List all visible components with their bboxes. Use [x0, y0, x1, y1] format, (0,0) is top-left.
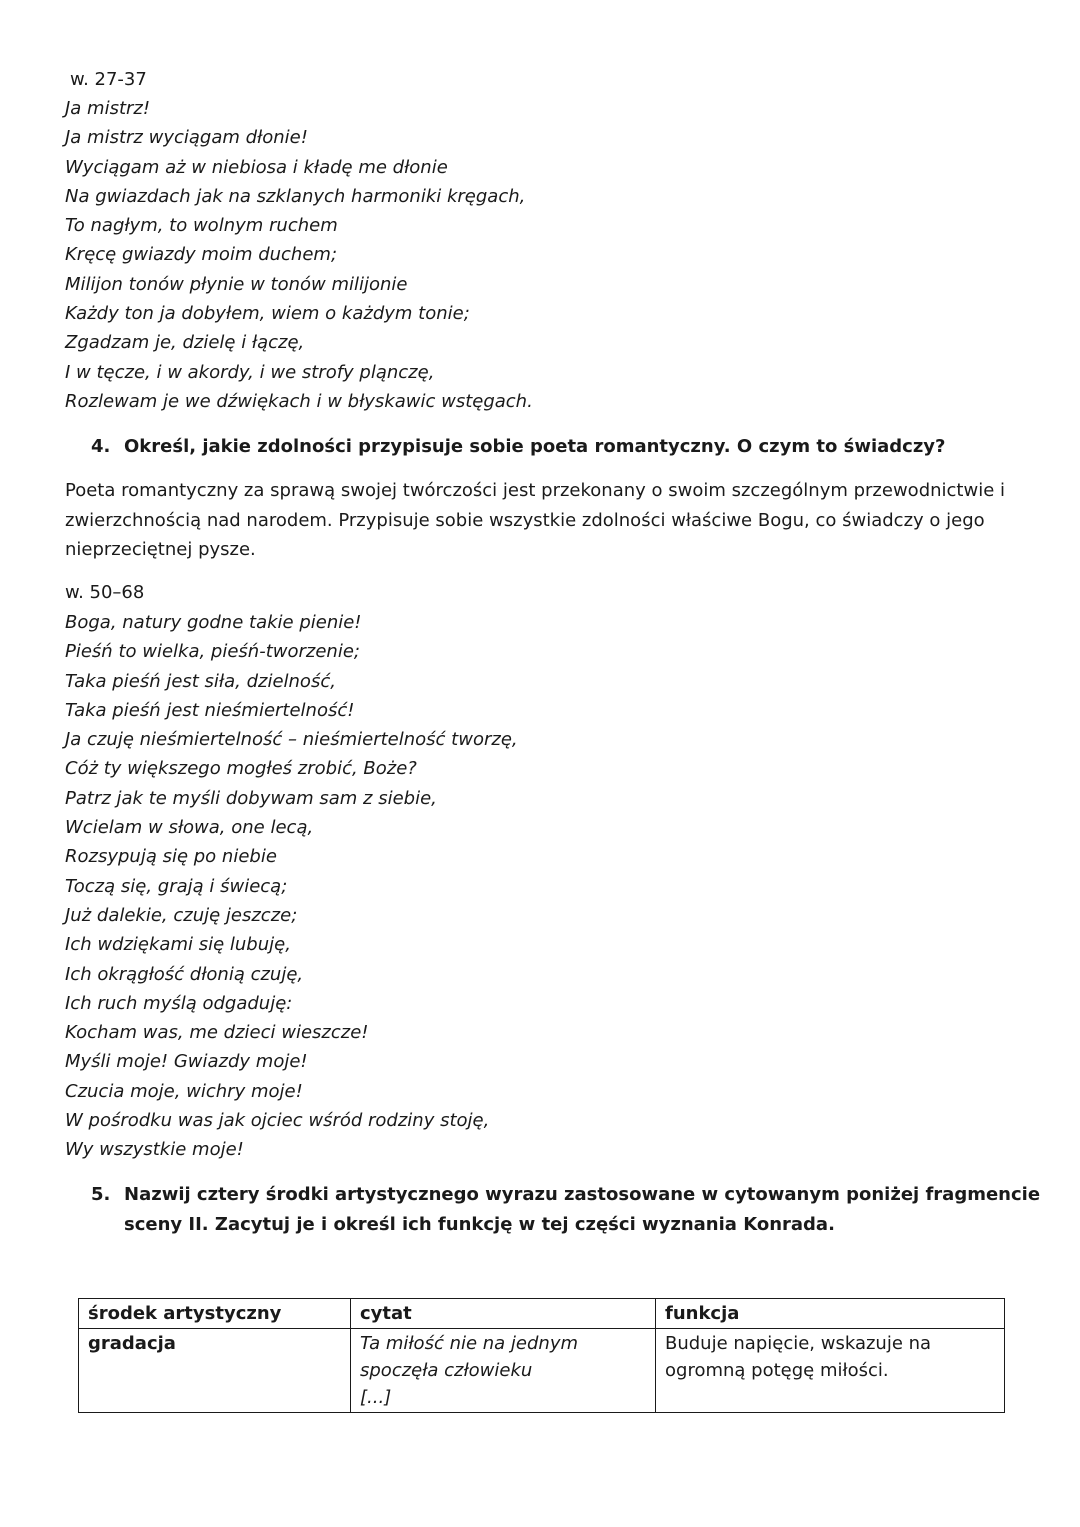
header-device: środek artystyczny — [79, 1299, 351, 1329]
answer-paragraph — [65, 476, 1005, 565]
cell-quote — [351, 1329, 656, 1413]
verse-line: Taka pieśń jest nieśmiertelność! — [65, 699, 355, 721]
verse-line: Boga, natury godne takie pienie! — [65, 612, 362, 633]
verse-line: Kręcę gwiazdy moim duchem; — [65, 244, 338, 266]
verse-reference: w. 50–68 — [65, 582, 145, 603]
verse-line: Rozlewam je we dźwiękach i w błyskawic wstęgach. — [65, 390, 533, 412]
verse-line: Ich ruch myślą odgaduję: — [65, 992, 293, 1014]
verse-line: Cóż ty większego mogłeś zrobić, Boże? — [65, 758, 417, 780]
verse-line: W pośrodku was jak ojciec wśród rodziny stoję, — [65, 1110, 490, 1132]
answer-line: zwierzchnością nad narodem. Przypisuje sobie wszystkie zdolności właściwe Bogu, co świadczy o jego — [65, 509, 985, 531]
verse-line: Czucia moje, wichry moje! — [65, 1080, 303, 1102]
function-line: ogromną potęgę miłości. — [665, 1360, 889, 1381]
question-number: 4. — [91, 436, 111, 457]
question-text-line-1: Nazwij cztery środki artystycznego wyrazu zastosowane w cytowanym poniżej fragmencie — [124, 1184, 1041, 1205]
verse-line: I w tęcze, i w akordy, i we strofy pląnczę, — [65, 361, 435, 383]
verse-line: Kocham was, me dzieci wieszcze! — [65, 1022, 369, 1044]
question-number: 5. — [91, 1184, 111, 1205]
verse-line: Pieśń to wielka, pieśń-tworzenie; — [65, 641, 360, 663]
verse-line: To nagłym, to wolnym ruchem — [65, 215, 338, 237]
cell-device: gradacja — [79, 1329, 351, 1413]
verse-line: Ich okrągłość dłonią czuję, — [65, 963, 304, 985]
quote-line: [...] — [360, 1387, 392, 1408]
verse-line: Wy wszystkie moje! — [65, 1139, 244, 1161]
function-line: Buduje napięcie, wskazuje na — [665, 1333, 932, 1354]
answer-line: Poeta romantyczny za sprawą swojej twórczości jest przekonany o swoim szczególnym przewodnictwie i — [65, 480, 1005, 501]
verse-block-2 — [65, 608, 518, 1165]
question-text-line-2: sceny II. Zacytuj je i określ ich funkcję w tej części wyznania Konrada. — [124, 1214, 835, 1235]
verse-line: Ja mistrz! — [65, 98, 151, 119]
cell-function — [656, 1329, 1005, 1413]
verse-line: Ja mistrz wyciągam dłonie! — [65, 127, 308, 149]
quote-line: Ta miłość nie na jednym — [360, 1333, 579, 1354]
verse-line: Zgadzam je, dzielę i łączę, — [65, 332, 305, 354]
devices-table — [78, 1298, 1005, 1413]
verse-line: Każdy ton ja dobyłem, wiem o każdym tonie; — [65, 303, 470, 325]
verse-block-1 — [65, 94, 533, 416]
verse-line: Toczą się, grają i świecą; — [65, 875, 288, 897]
quote-line: spoczęła człowieku — [360, 1360, 533, 1381]
header-function: funkcja — [656, 1299, 1005, 1329]
verse-line: Wcielam w słowa, one lecą, — [65, 817, 314, 839]
table-header-row — [79, 1299, 1005, 1329]
verse-line: Rozsypują się po niebie — [65, 846, 277, 868]
verse-line: Ich wdziękami się lubuję, — [65, 934, 291, 956]
verse-line: Ja czuję nieśmiertelność – nieśmiertelność tworzę, — [65, 729, 518, 751]
verse-reference: w. 27-37 — [70, 69, 147, 90]
verse-line: Wyciągam aż w niebiosa i kładę me dłonie — [65, 156, 448, 178]
table-row — [79, 1329, 1005, 1413]
verse-line: Patrz jak te myśli dobywam sam z siebie, — [65, 787, 437, 809]
verse-line: Na gwiazdach jak na szklanych harmoniki kręgach, — [65, 185, 526, 207]
verse-line: Taka pieśń jest siła, dzielność, — [65, 670, 336, 692]
question-text: Określ, jakie zdolności przypisuje sobie poeta romantyczny. O czym to świadczy? — [124, 436, 946, 457]
verse-line: Myśli moje! Gwiazdy moje! — [65, 1051, 308, 1073]
verse-line: Milijon tonów płynie w tonów milijonie — [65, 273, 408, 295]
header-quote: cytat — [351, 1299, 656, 1329]
verse-line: Już dalekie, czuję jeszcze; — [65, 904, 298, 926]
answer-line: nieprzeciętnej pysze. — [65, 539, 256, 560]
